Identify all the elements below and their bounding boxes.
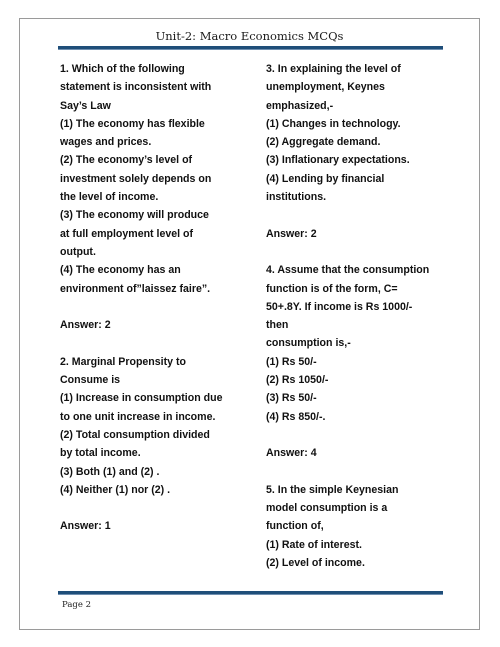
question-5 — [266, 481, 451, 572]
option-line: (3) Rs 50/- — [266, 392, 317, 405]
option-line: (1) Rate of interest. — [266, 538, 362, 551]
question-1 — [60, 60, 245, 334]
option-line: (1) Increase in consumption due — [60, 392, 223, 405]
option-line: (2) Level of income. — [266, 557, 365, 570]
question-line: Say’s Law — [60, 99, 111, 112]
answer-2: Answer: 1 — [60, 520, 111, 533]
question-line: 5. In the simple Keynesian — [266, 483, 399, 496]
document-page — [19, 18, 480, 630]
question-line: 50+.8Y. If income is Rs 1000/- — [266, 300, 413, 313]
option-line: (2) Aggregate demand. — [266, 136, 381, 149]
question-line: 3. In explaining the level of — [266, 63, 401, 75]
page-header-title: Unit-2: Macro Economics MCQs — [155, 29, 344, 43]
footer-rule — [58, 591, 443, 595]
option-line: (1) Rs 50/- — [266, 355, 317, 368]
answer-3: Answer: 2 — [266, 227, 317, 240]
option-line: (3) The economy will produce — [60, 209, 209, 222]
question-2 — [60, 353, 245, 536]
option-line: to one unit increase in income. — [60, 410, 216, 423]
option-line: the level of income. — [60, 191, 159, 204]
option-line: (4) Rs 850/-. — [266, 410, 326, 423]
question-line: consumption is,- — [266, 337, 351, 350]
option-line: (3) Inflationary expectations. — [266, 154, 410, 167]
option-line: (2) The economy’s level of — [60, 154, 193, 167]
question-line: model consumption is a — [266, 502, 388, 515]
question-line: function of, — [266, 520, 324, 533]
option-line: institutions. — [266, 191, 327, 204]
question-line: Consume is — [60, 374, 121, 387]
question-line: emphasized,- — [266, 99, 334, 112]
question-line: then — [266, 319, 289, 332]
option-line: investment solely depends on — [60, 172, 212, 185]
question-line: unemployment, Keynes — [266, 81, 385, 94]
option-line: (4) Lending by financial — [266, 172, 385, 185]
option-line: (2) Total consumption divided — [60, 428, 210, 441]
option-line: environment of”laissez faire”. — [60, 282, 211, 295]
question-line: 4. Assume that the consumption — [266, 264, 430, 277]
question-line: statement is inconsistent with — [60, 81, 212, 94]
option-line: at full employment level of — [60, 227, 194, 240]
question-4 — [266, 261, 451, 462]
option-line: (4) The economy has an — [60, 264, 181, 277]
right-column — [266, 60, 451, 572]
option-line: by total income. — [60, 447, 141, 460]
header-rule — [58, 46, 443, 50]
option-line: (4) Neither (1) nor (2) . — [60, 483, 171, 496]
option-line: (1) Changes in technology. — [266, 117, 401, 130]
option-line: wages and prices. — [60, 136, 152, 149]
question-3 — [266, 60, 451, 243]
question-line: 1. Which of the following — [60, 63, 185, 75]
page-number: Page 2 — [62, 600, 91, 610]
option-line: (3) Both (1) and (2) . — [60, 465, 160, 478]
question-line: function is of the form, C= — [266, 282, 398, 295]
option-line: (1) The economy has flexible — [60, 117, 205, 130]
option-line: output. — [60, 245, 96, 258]
left-column — [60, 60, 245, 536]
option-line: (2) Rs 1050/- — [266, 374, 329, 387]
question-line: 2. Marginal Propensity to — [60, 355, 186, 368]
answer-4: Answer: 4 — [266, 447, 317, 460]
answer-1: Answer: 2 — [60, 319, 111, 332]
